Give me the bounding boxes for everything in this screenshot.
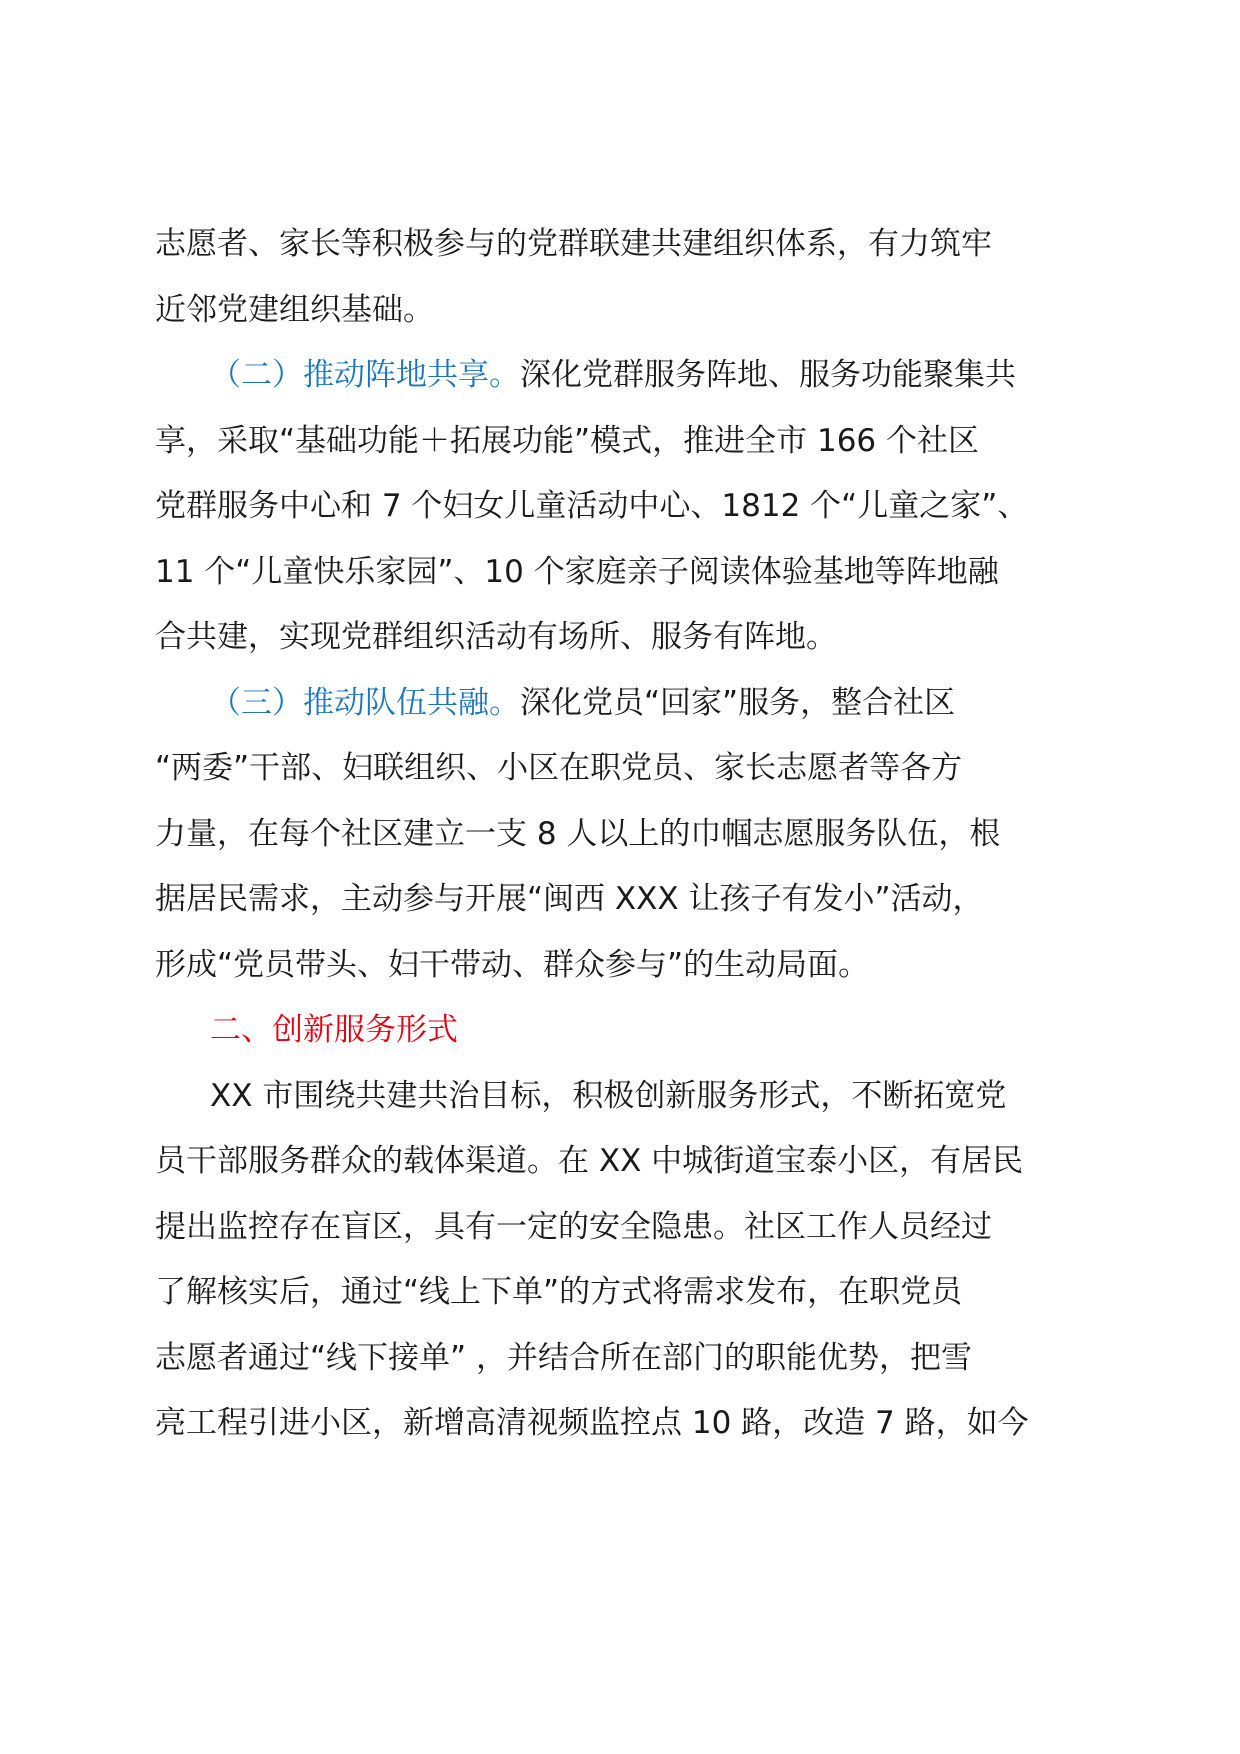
body-line: 员干部服务群众的载体渠道。在 XX 中城街道宝泰小区，有居民 — [155, 1143, 1024, 1179]
body-line: 提出监控存在盲区，具有一定的安全隐患。社区工作人员经过 — [155, 1208, 992, 1245]
body-line: 合共建，实现党群组织活动有场所、服务有阵地。 — [155, 619, 837, 655]
body-line-inline: 深化党员“回家”服务，整合社区 — [520, 684, 956, 721]
body-line: 据居民需求，主动参与开展“闽西 XXX 让孩子有发小”活动， — [155, 881, 984, 917]
body-line: 力量，在每个社区建立一支 8 人以上的巾帼志愿服务队伍，根 — [155, 815, 1001, 852]
body-line: 亮工程引进小区，新增高清视频监控点 10 路，改造 7 路，如今 — [155, 1405, 1029, 1441]
body-line: 11 个“儿童快乐家园”、10 个家庭亲子阅读体验基地等阵地融 — [155, 553, 999, 590]
body-line: 党群服务中心和 7 个妇女儿童活动中心、1812 个“儿童之家”、 — [155, 488, 1029, 524]
body-line-inline: 深化党群服务阵地、服务功能聚集共 — [520, 357, 1016, 393]
body-line: 形成“党员带头、妇干带动、群众参与”的生动局面。 — [155, 946, 870, 983]
paragraph-3-first-line — [155, 671, 1115, 737]
body-line: 享，采取“基础功能＋拓展功能”模式，推进全市 166 个社区 — [155, 422, 979, 459]
body-line: 志愿者、家长等积极参与的党群联建共建组织体系，有力筑牢 — [155, 226, 992, 262]
body-line: XX 市围绕共建共治目标，积极创新服务形式，不断拓宽党 — [210, 1077, 1007, 1114]
body-line: 了解核实后，通过“线上下单”的方式将需求发布，在职党员 — [155, 1274, 963, 1310]
body-line: 志愿者通过“线下接单” ，并结合所在部门的职能优势，把雪 — [155, 1339, 972, 1376]
body-line: 近邻党建组织基础。 — [155, 291, 434, 328]
paragraph-2-first-line — [155, 343, 1115, 409]
body-line: “两委”干部、妇联组织、小区在职党员、家长志愿者等各方 — [155, 750, 963, 786]
document-body — [155, 212, 1115, 1457]
subheading-3: （三）推动队伍共融。 — [210, 684, 520, 721]
subheading-2: （二）推动阵地共享。 — [210, 357, 520, 393]
section-title: 二、创新服务形式 — [210, 1012, 458, 1048]
